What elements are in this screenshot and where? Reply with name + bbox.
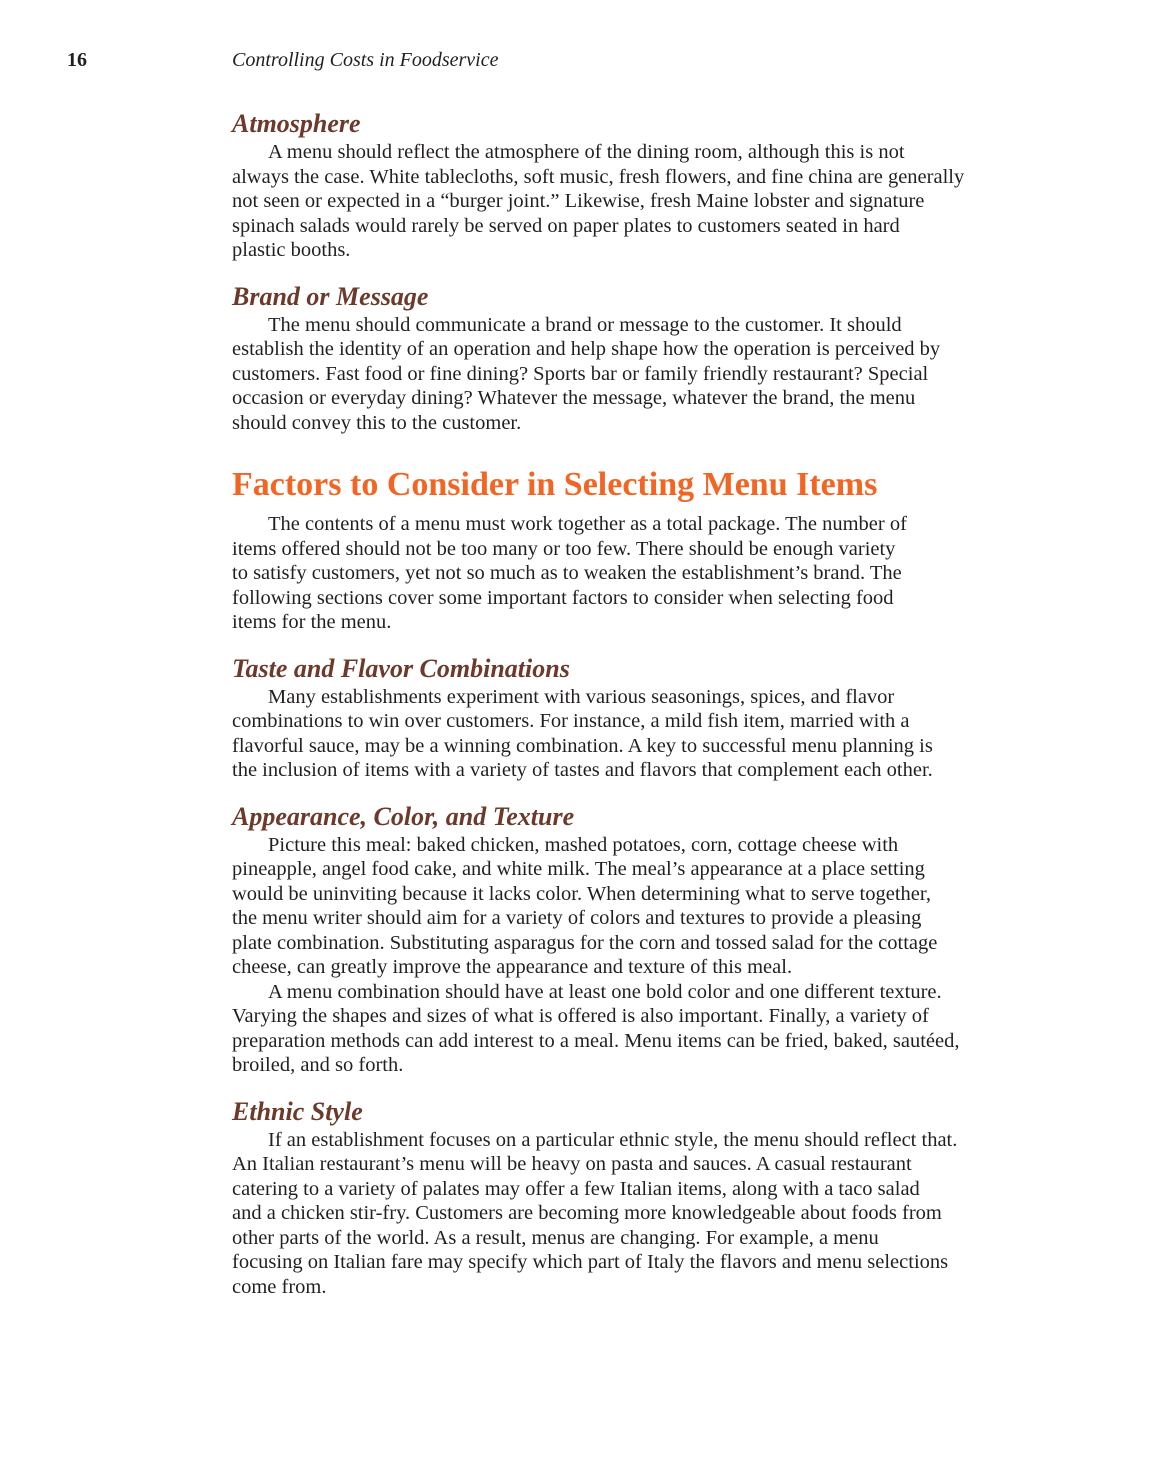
text-line: other parts of the world. As a result, menus are changing. For example, a menu <box>232 1226 879 1249</box>
text-line: focusing on Italian fare may specify which part of Italy the flavors and menu selections <box>232 1251 949 1273</box>
text-line: the inclusion of items with a variety of tastes and flavors that complement each other. <box>232 759 933 781</box>
paragraph <box>232 980 1032 1078</box>
text-line: Many establishments experiment with various seasonings, spices, and flavor <box>268 685 895 708</box>
text-line: always the case. White tablecloths, soft music, fresh flowers, and fine china are generally <box>232 165 965 188</box>
text-line: plastic booths. <box>232 239 351 261</box>
text-line: not seen or expected in a “burger joint.” Likewise, fresh Maine lobster and signature <box>232 190 925 212</box>
paragraph <box>232 1128 1032 1300</box>
text-line: The contents of a menu must work together as a total package. The number of <box>268 513 907 535</box>
text-line: preparation methods can add interest to a meal. Menu items can be fried, baked, sautéed, <box>232 1029 960 1052</box>
text-line: catering to a variety of palates may offer a few Italian items, along with a taco salad <box>232 1177 920 1200</box>
paragraph <box>232 833 1032 980</box>
text-line: to satisfy customers, yet not so much as to weaken the establishment’s brand. The <box>232 562 902 584</box>
subsection-heading: Brand or Message <box>232 281 429 311</box>
running-head <box>0 46 1156 74</box>
text-line: customers. Fast food or fine dining? Sports bar or family friendly restaurant? Special <box>232 362 929 385</box>
text-line: items for the menu. <box>232 611 392 633</box>
text-line: pineapple, angel food cake, and white milk. The meal’s appearance at a place setting <box>232 858 925 880</box>
text-line: items offered should not be too many or too few. There should be enough variety <box>232 537 896 560</box>
subsection-heading: Ethnic Style <box>232 1096 363 1126</box>
text-line: A menu combination should have at least one bold color and one different texture. <box>268 980 942 1003</box>
paragraph <box>232 140 1032 263</box>
text-line: come from. <box>232 1275 327 1298</box>
text-line: A menu should reflect the atmosphere of the dining room, although this is not <box>268 141 905 163</box>
text-line: flavorful sauce, may be a winning combination. A key to successful menu planning is <box>232 734 933 757</box>
text-line: following sections cover some important factors to consider when selecting food <box>232 586 894 609</box>
page-number: 16 <box>67 49 87 71</box>
subsection-heading: Appearance, Color, and Texture <box>232 801 575 831</box>
text-line: occasion or everyday dining? Whatever the message, whatever the brand, the menu <box>232 387 916 409</box>
text-line: establish the identity of an operation and help shape how the operation is perceived by <box>232 338 941 360</box>
text-line: combinations to win over customers. For instance, a mild fish item, married with a <box>232 710 910 732</box>
text-line: An Italian restaurant’s menu will be heavy on pasta and sauces. A casual restaurant <box>232 1153 912 1175</box>
text-line: spinach salads would rarely be served on paper plates to customers seated in hard <box>232 214 900 237</box>
text-line: would be uninviting because it lacks color. When determining what to serve together, <box>232 882 932 905</box>
subsection-heading: Atmosphere <box>232 109 361 138</box>
text-line: broiled, and so forth. <box>232 1054 404 1076</box>
text-line: the menu writer should aim for a variety of colors and textures to provide a pleasing <box>232 907 922 929</box>
text-line: plate combination. Substituting asparagus for the corn and tossed salad for the cottage <box>232 931 938 954</box>
text-line: The menu should communicate a brand or message to the customer. It should <box>268 313 902 336</box>
paragraph <box>232 512 1032 635</box>
text-line: should convey this to the customer. <box>232 411 522 434</box>
section-heading: Factors to Consider in Selecting Menu Items <box>232 466 878 503</box>
text-line: If an establishment focuses on a particular ethnic style, the menu should reflect that. <box>268 1128 958 1151</box>
paragraph <box>232 313 1032 436</box>
paragraph <box>232 685 1032 783</box>
body-column <box>232 110 1032 1299</box>
text-line: and a chicken stir-fry. Customers are becoming more knowledgeable about foods from <box>232 1202 942 1224</box>
text-line: Varying the shapes and sizes of what is offered is also important. Finally, a variety of <box>232 1005 929 1027</box>
running-title: Controlling Costs in Foodservice <box>232 49 499 71</box>
text-line: Picture this meal: baked chicken, mashed potatoes, corn, cottage cheese with <box>268 833 899 856</box>
text-line: cheese, can greatly improve the appearance and texture of this meal. <box>232 956 793 978</box>
subsection-heading: Taste and Flavor Combinations <box>232 653 570 683</box>
